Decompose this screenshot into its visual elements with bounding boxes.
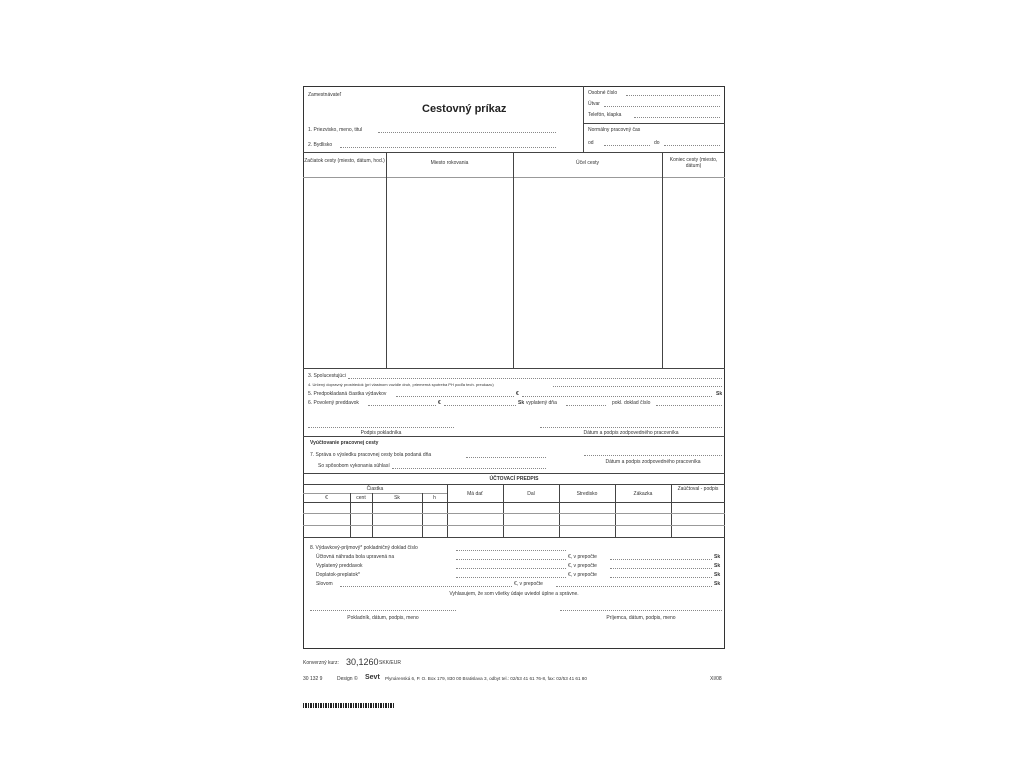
col-cent: cent <box>356 495 366 501</box>
amount-subheader-line <box>303 493 447 494</box>
settlement-heading: Vyúčtovanie pracovnej cesty <box>310 440 379 446</box>
expected-costs-label: 5. Predpokladaná čiastka výdavkov <box>308 391 387 397</box>
col-cost-center: Stredisko <box>576 491 598 497</box>
balance-euro: €, v prepočte <box>568 572 597 578</box>
acc-divider-sk <box>372 493 373 537</box>
hours-to-label: do <box>654 140 660 146</box>
reimbursement-sk-input[interactable] <box>610 559 712 560</box>
recipient-line[interactable] <box>560 610 722 611</box>
advance-paid-label: Vyplatený preddavok <box>316 563 363 569</box>
recipient-label: Príjemca, dátum, podpis, meno <box>606 615 676 621</box>
balance-input[interactable] <box>456 577 566 578</box>
trip-table-bottom <box>303 368 725 369</box>
col-trip-end: Koniec cesty (miesto, dátum) <box>669 157 718 169</box>
header-divider <box>583 86 584 152</box>
brand-logo: Sevt <box>365 674 380 681</box>
cash-doc-input[interactable] <box>656 405 722 406</box>
balance-label: Doplatok-preplatok* <box>316 572 360 578</box>
fellow-travellers-input[interactable] <box>348 378 722 379</box>
advance-sk-input[interactable] <box>444 405 516 406</box>
hours-to-input[interactable] <box>664 145 720 146</box>
acc-divider-2 <box>503 484 504 537</box>
advance-input[interactable] <box>368 405 436 406</box>
advance-paid-input[interactable] <box>456 568 566 569</box>
advance-euro: € <box>438 400 441 406</box>
responsible-signature-label: Dátum a podpis zodpovedného pracovníka <box>583 430 679 436</box>
in-words-sk: Sk <box>714 581 721 587</box>
paid-on-input[interactable] <box>566 405 606 406</box>
approval-input[interactable] <box>392 468 546 469</box>
settlement-top <box>303 436 725 437</box>
accounting-bottom <box>303 537 725 538</box>
in-words-sk-input[interactable] <box>556 586 712 587</box>
hours-divider <box>583 123 725 124</box>
settlement-signature-label: Dátum a podpis zodpovedného pracovníka <box>605 459 701 465</box>
col-trip-start: Začiatok cesty (miesto, dátum, hod.) <box>304 158 385 164</box>
acc-row-line-1 <box>303 502 725 503</box>
col-euro: € <box>325 495 328 501</box>
in-words-input[interactable] <box>340 586 512 587</box>
department-label: Útvar <box>588 101 600 107</box>
hours-from-label: od <box>588 140 594 146</box>
report-submitted-input[interactable] <box>466 457 546 458</box>
cash-document-label: 8. Výdavkový-príjmový* pokladničný doklad číslo <box>310 545 418 551</box>
field-name-input[interactable] <box>378 132 556 133</box>
cashier-line[interactable] <box>310 610 456 611</box>
col-posted-by: Zaúčtoval - podpis <box>677 486 719 492</box>
acc-divider-cent <box>350 493 351 537</box>
reimbursement-input[interactable] <box>456 559 566 560</box>
advance-paid-euro: €, v prepočte <box>568 563 597 569</box>
balance-sk-input[interactable] <box>610 577 712 578</box>
conversion-rate-label: Konverzný kurz: <box>303 660 339 666</box>
accounting-heading: ÚČTOVACÍ PREDPIS <box>489 476 539 482</box>
approval-label: So spôsobom vykonania súhlasí <box>318 463 390 469</box>
hours-from-input[interactable] <box>604 145 650 146</box>
transport-label: 4. Určený dopravný prostriedok (pri vlastnom vozidle druh, priemerná spotreba PH podľa tech. preukazu) <box>308 382 494 387</box>
settlement-signature-line[interactable] <box>584 455 722 456</box>
advance-paid-sk: Sk <box>714 563 721 569</box>
reimbursement-euro: €, v prepočte <box>568 554 597 560</box>
employer-label: Zamestnávateľ <box>308 92 342 98</box>
acc-divider-4 <box>615 484 616 537</box>
transport-input[interactable] <box>553 386 722 387</box>
balance-sk: Sk <box>714 572 721 578</box>
col-credit: Dal <box>527 491 535 497</box>
design-label: Design © <box>337 676 358 682</box>
cashier-label: Pokladník, dátum, podpis, meno <box>347 615 419 621</box>
reimbursement-sk: Sk <box>714 554 721 560</box>
col-debit: Má dať <box>467 491 483 497</box>
trip-col-divider-1 <box>386 152 387 368</box>
form-code: 30 132 9 <box>303 676 323 682</box>
trip-col-divider-3 <box>662 152 663 368</box>
date-code: XI/08 <box>710 676 722 682</box>
acc-row-line-2 <box>303 513 725 514</box>
conversion-rate-value: 30,1260 <box>346 657 379 667</box>
expected-costs-euro: € <box>516 391 519 397</box>
advance-paid-sk-input[interactable] <box>610 568 712 569</box>
col-order: Zákazka <box>633 491 653 497</box>
col-h: h <box>433 495 436 501</box>
expected-costs-sk-input[interactable] <box>522 396 712 397</box>
amount-label: Čiastka <box>366 486 384 492</box>
field-name-label: 1. Priezvisko, meno, titul <box>308 127 363 133</box>
working-hours-label: Normálny pracovný čas <box>588 127 641 133</box>
conversion-rate-unit: SKK/EUR <box>379 660 401 666</box>
col-trip-purpose: Účel cesty <box>575 160 600 166</box>
personal-number-label: Osobné číslo <box>588 90 618 96</box>
expected-costs-sk: Sk <box>716 391 723 397</box>
col-sk: Sk <box>394 495 400 501</box>
publisher-address: Plynárenská 6, P. O. Box 179, 830 00 Bratislava 3, odbyt tel.: 02/53 41 61 76-8, fax: 02/53 41 61 80 <box>385 676 587 681</box>
trip-col-divider-2 <box>513 152 514 368</box>
accounting-header-line <box>303 484 725 485</box>
declaration-text: Vyhlasujem, že som všetky údaje uviedol úplne a správne. <box>449 591 579 597</box>
fellow-travellers-label: 3. Spolucestujúci <box>308 373 346 379</box>
acc-divider-3 <box>559 484 560 537</box>
reimbursement-label: Účtovná náhrada bola upravená na <box>316 554 395 560</box>
in-words-euro: €, v prepočte <box>514 581 543 587</box>
col-meeting-place: Miesto rokovania <box>430 160 469 166</box>
acc-row-line-3 <box>303 525 725 526</box>
advance-sk: Sk <box>518 400 525 406</box>
report-submitted-label: 7. Správa o výsledku pracovnej cesty bola podaná dňa <box>310 452 432 458</box>
accounting-top <box>303 473 725 474</box>
acc-divider-5 <box>671 484 672 537</box>
acc-divider-1 <box>447 484 448 537</box>
in-words-label: Slovom <box>316 581 333 587</box>
phone-label: Telefón, klapka <box>588 112 622 118</box>
cash-doc-label: pokl. doklad číslo <box>612 400 651 406</box>
department-input[interactable] <box>604 106 720 107</box>
cash-document-input[interactable] <box>456 550 566 551</box>
paid-on-label: vyplatený dňa <box>526 400 557 406</box>
phone-input[interactable] <box>634 117 720 118</box>
form-title: Cestovný príkaz <box>422 103 507 115</box>
field-address-input[interactable] <box>340 147 556 148</box>
personal-number-input[interactable] <box>626 95 720 96</box>
barcode <box>303 703 395 708</box>
expected-costs-input[interactable] <box>396 396 514 397</box>
advance-label: 6. Povolený preddavok <box>308 400 359 406</box>
cashier-signature-line[interactable] <box>308 427 454 428</box>
field-address-label: 2. Bydlisko <box>308 142 333 148</box>
acc-divider-h <box>422 493 423 537</box>
responsible-signature-line[interactable] <box>540 427 722 428</box>
cashier-signature-label: Podpis pokladníka <box>360 430 402 436</box>
